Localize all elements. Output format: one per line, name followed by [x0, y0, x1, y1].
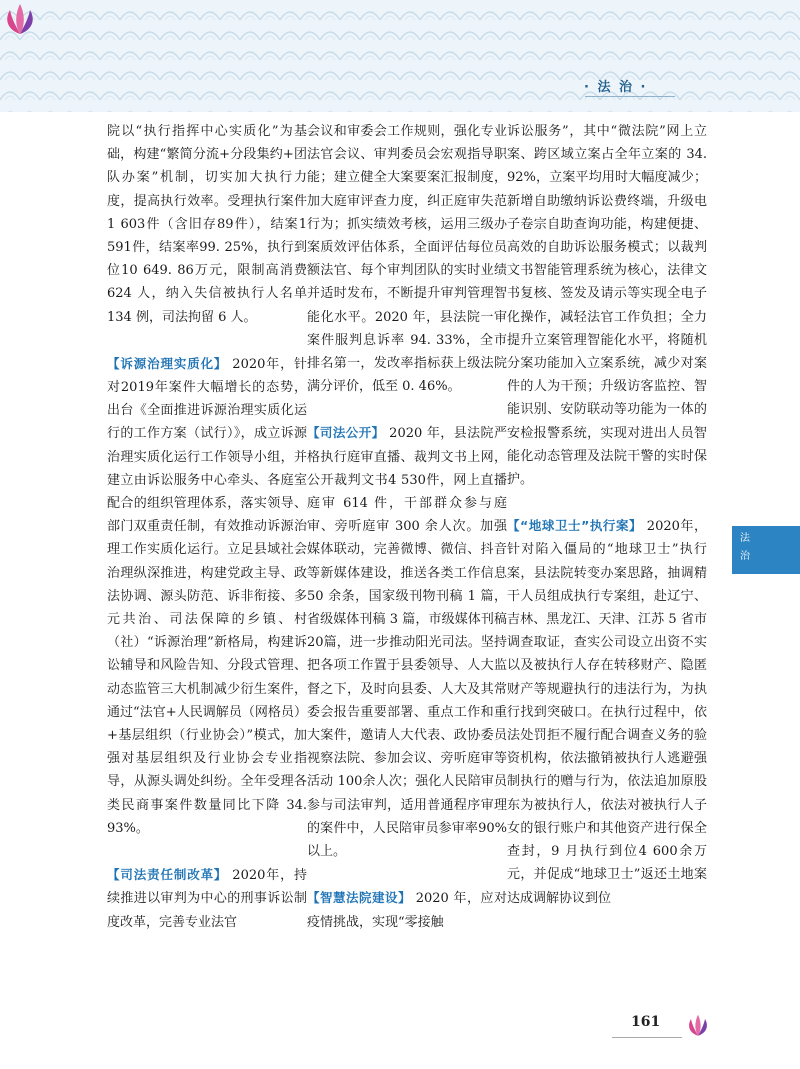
section-heading: 【诉源治理实质化】 — [107, 355, 228, 371]
paragraph — [307, 886, 507, 933]
paragraph: 会议和审委会工作规则，强化专业法官会议、审判委员会宏观指导职能；建立健全大案要案汇报制度，加大庭审评查力度，纠正庭审失范行为；抓实绩效考核，运用三级办案质效评估体系，全面评估每位员额法官、每个审判团队的实时业绩并适时发布，不断提升审判管理智能化水平。2020 年，县法院一审案件服判息诉率 94. 33%，全市排名第一，发改率指标获上级法院满分评价，低至 0. 46%。 — [307, 124, 507, 395]
spacer — [107, 840, 307, 863]
page-number-rule — [612, 1037, 682, 1038]
paragraph — [107, 863, 307, 934]
paragraph-body: 2020 年，应对疫情挑战，实现“零接触 — [307, 891, 507, 930]
text-column-2 — [307, 120, 507, 934]
spacer — [307, 863, 507, 886]
paragraph — [507, 514, 707, 909]
paragraph-body: 2020年，针对陷入僵局的“地球卫士”执行案，县法院转变办案思路，抽调精干人员组成执行专案组，赴辽宁、吉林、黑龙江、天津、江苏 5 省市调查取证，查实公司设立出资不实以及被执行人存在转移财产、隐匿财产等规避执行的违法行为，为执行找到突破口。在执行过程中，依法处罚拒不履行配合调查义务的验资机构，依法撤销被执行人逃避强制执行的赠与行为，依法追加原股东为被执行人，依法对被执行人子女的银行账户和其他资产进行保全查封，9 月执行到位4 600余万元，并促成“地球卫士”返还土地案达成调解协议到位 — [507, 519, 708, 906]
side-section-tab — [732, 526, 800, 574]
lotus-logo-icon — [684, 1010, 712, 1042]
wave-pattern — [0, 0, 800, 112]
spacer — [307, 398, 507, 421]
spacer — [107, 329, 307, 352]
page-number: 161 — [631, 1014, 661, 1030]
lotus-logo-icon — [0, 0, 40, 40]
paragraph — [107, 352, 307, 840]
section-heading: 【智慧法院建设】 — [307, 890, 412, 906]
section-title: · 法 治 · — [584, 80, 648, 95]
paragraph: 院以“执行指挥中心实质化”为基础，构建“繁简分流+分段集约+团队办案”机制，切实加大执行力度，提高执行效率。受理执行案件1 603件（含旧存89件），结案1 591件，结案率99. 25%，执行到位10 649. 86万元，限制高消费 624 人，纳入失信被执行人名单 134 例，司法拘留 6 人。 — [107, 124, 307, 325]
paragraph — [307, 421, 507, 863]
paragraph: 诉讼服务”，其中“微法院”网上立案、跨区域立案占全年立案的 34. 92%，立案平均用时大幅度减少；新增自助缴纳诉讼费终端，升级电子卷宗自助查询功能，构建便捷、高效的自助诉讼服务模式；以裁判文书智能管理系统为核心，法律文书复核、签发及请示等实现全电子化操作，减轻法官工作负担；全力提升立案管理智能化水平，将随机分案功能加入立案系统，减少对案件的人为干预；升级访客监控、智能识别、安防联动等功能为一体的安检报警系统，实现对进出人员智能化动态管理及法院干警的实时保护。 — [507, 124, 707, 488]
header-banner — [0, 0, 800, 112]
section-divider — [585, 96, 675, 97]
section-heading: 【司法公开】 — [307, 425, 385, 441]
paragraph-body: 2020年，针对2019年案件大幅增长的态势，出台《全面推进诉源治理实质化运行的工作方案（试行）》，成立诉源治理实质化运行工作领导小组，并建立由诉讼服务中心牵头、各庭室配合的组织管理体系，落实领导、部门双重责任制，有效推动诉源治理工作实质化运行。立足县域社会治理纵深推进，构建党政主导、政法协调、源头防范、诉非衔接、多元共治、司法保障的乡镇、村（社）“诉源治理”新格局，构建诉讼辅导和风险告知、分段式管理、动态监管三大机制减少衍生案件，通过“法官+人民调解员（网格员）+基层组织（行业协会）”模式，加强对基层组织及行业协会专业指导，从源头调处纠纷。全年受理各类民商事案件数量同比下降 34. 93%。 — [107, 356, 307, 836]
text-column-3 — [507, 120, 707, 910]
text-column-1 — [107, 120, 307, 934]
side-tab-char: 法 — [740, 533, 750, 544]
section-heading: 【司法责任制改革】 — [107, 867, 228, 883]
paragraph-body: 2020 年，县法院严格执行庭审直播、裁判文书上网，公开裁判文书4 530件，网上直播庭审 614 件，干部群众参与庭审、旁听庭审 300 余人次。加强媒体联动，完善微博、微信、抖音等新媒体建设，推送各类工作信息 50 余条，国家级刊物刊稿 1 篇，省级媒体刊稿 3 篇，市级媒体刊稿 20篇，进一步推动阳光司法。坚持把各项工作置于县委领导、人大监督之下，及时向县委、人大及其常委会报告重要部署、重点工作和重大案件，邀请人大代表、政协委员视察法院、参加会议、旁听庭审等活动 100余人次；强化人民陪审员参与司法审判，适用普通程序审理的案件中，人民陪审员参审率90%以上。 — [307, 426, 507, 860]
section-heading: 【“地球卫士”执行案】 — [507, 518, 643, 534]
spacer — [507, 491, 707, 514]
paragraph-body: 2020年，持续推进以审判为中心的刑事诉讼制度改革，完善专业法官 — [107, 868, 307, 930]
side-tab-char: 治 — [740, 551, 750, 562]
